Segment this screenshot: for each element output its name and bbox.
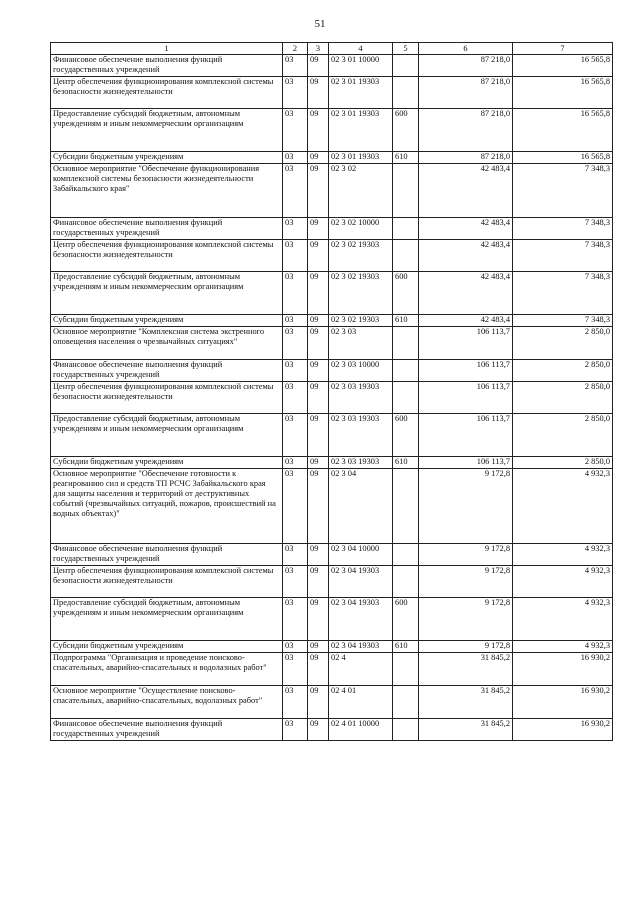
table-row (51, 566, 613, 598)
row-target-article-cell: 02 3 01 19303 (329, 77, 393, 109)
row-amount-cell: 106 113,7 (419, 360, 513, 382)
row-subsection-cell: 09 (308, 152, 329, 164)
row-target-article-cell: 02 3 01 19303 (329, 152, 393, 164)
row-section-cell: 03 (283, 641, 308, 653)
table-row (51, 240, 613, 272)
row-expense-type-cell (393, 719, 419, 741)
row-section-cell: 03 (283, 77, 308, 109)
row-amount-cell: 7 348,3 (513, 240, 613, 272)
row-name-cell: Центр обеспечения функционирования комплексной системы безопасности жизнедеятельности (51, 77, 283, 109)
row-section-cell: 03 (283, 360, 308, 382)
row-amount-cell: 2 850,0 (513, 414, 613, 457)
row-target-article-cell: 02 3 04 19303 (329, 598, 393, 641)
table-row (51, 152, 613, 164)
row-amount-cell: 7 348,3 (513, 164, 613, 218)
row-target-article-cell: 02 3 01 19303 (329, 109, 393, 152)
row-section-cell: 03 (283, 544, 308, 566)
row-section-cell: 03 (283, 164, 308, 218)
row-expense-type-cell: 600 (393, 598, 419, 641)
row-amount-cell: 2 850,0 (513, 360, 613, 382)
row-amount-cell: 87 218,0 (419, 55, 513, 77)
row-name-cell: Финансовое обеспечение выполнения функций государственных учреждений (51, 544, 283, 566)
row-name-cell: Основное мероприятие "Обеспечение функционирования комплексной системы безопасности жизнедеятельности Забайкальского края" (51, 164, 283, 218)
row-name-cell: Субсидии бюджетным учреждениям (51, 315, 283, 327)
table-row (51, 272, 613, 315)
row-section-cell: 03 (283, 109, 308, 152)
row-expense-type-cell (393, 327, 419, 360)
column-header-2: 2 (283, 43, 308, 55)
budget-table (50, 42, 613, 741)
row-subsection-cell: 09 (308, 272, 329, 315)
row-section-cell: 03 (283, 686, 308, 719)
table-row (51, 55, 613, 77)
row-amount-cell: 87 218,0 (419, 152, 513, 164)
row-subsection-cell: 09 (308, 240, 329, 272)
row-expense-type-cell (393, 653, 419, 686)
row-target-article-cell: 02 3 02 19303 (329, 272, 393, 315)
row-name-cell: Центр обеспечения функционирования комплексной системы безопасности жизнедеятельности (51, 382, 283, 414)
row-section-cell: 03 (283, 55, 308, 77)
row-name-cell: Субсидии бюджетным учреждениям (51, 457, 283, 469)
table-row (51, 77, 613, 109)
row-section-cell: 03 (283, 327, 308, 360)
row-subsection-cell: 09 (308, 414, 329, 457)
row-target-article-cell: 02 3 03 10000 (329, 360, 393, 382)
row-amount-cell: 87 218,0 (419, 109, 513, 152)
table-row (51, 382, 613, 414)
row-target-article-cell: 02 4 (329, 653, 393, 686)
row-expense-type-cell (393, 240, 419, 272)
row-amount-cell: 42 483,4 (419, 315, 513, 327)
row-amount-cell: 9 172,8 (419, 469, 513, 544)
row-amount-cell: 31 845,2 (419, 653, 513, 686)
row-target-article-cell: 02 3 04 19303 (329, 641, 393, 653)
row-amount-cell: 7 348,3 (513, 272, 613, 315)
row-target-article-cell: 02 3 02 19303 (329, 315, 393, 327)
row-amount-cell: 16 930,2 (513, 686, 613, 719)
row-target-article-cell: 02 4 01 (329, 686, 393, 719)
row-amount-cell: 42 483,4 (419, 164, 513, 218)
row-section-cell: 03 (283, 598, 308, 641)
table-body (51, 55, 613, 741)
row-name-cell: Предоставление субсидий бюджетным, автономным учреждениям и иным некоммерческим организациям (51, 272, 283, 315)
row-subsection-cell: 09 (308, 686, 329, 719)
row-name-cell: Предоставление субсидий бюджетным, автономным учреждениям и иным некоммерческим организациям (51, 598, 283, 641)
row-expense-type-cell: 610 (393, 152, 419, 164)
row-section-cell: 03 (283, 240, 308, 272)
row-amount-cell: 106 113,7 (419, 327, 513, 360)
row-target-article-cell: 02 3 02 19303 (329, 240, 393, 272)
row-name-cell: Подпрограмма "Организация и проведение поисково-спасательных, аварийно-спасательных и водолазных работ" (51, 653, 283, 686)
row-amount-cell: 42 483,4 (419, 240, 513, 272)
row-expense-type-cell (393, 77, 419, 109)
row-subsection-cell: 09 (308, 109, 329, 152)
table-row (51, 544, 613, 566)
row-target-article-cell: 02 3 04 19303 (329, 566, 393, 598)
row-name-cell: Субсидии бюджетным учреждениям (51, 152, 283, 164)
table-row (51, 327, 613, 360)
row-expense-type-cell (393, 360, 419, 382)
row-amount-cell: 16 565,8 (513, 77, 613, 109)
row-section-cell: 03 (283, 272, 308, 315)
row-amount-cell: 2 850,0 (513, 327, 613, 360)
column-header-6: 6 (419, 43, 513, 55)
row-subsection-cell: 09 (308, 77, 329, 109)
row-expense-type-cell (393, 469, 419, 544)
row-expense-type-cell (393, 566, 419, 598)
row-amount-cell: 2 850,0 (513, 382, 613, 414)
row-amount-cell: 16 565,8 (513, 55, 613, 77)
row-amount-cell: 2 850,0 (513, 457, 613, 469)
row-amount-cell: 106 113,7 (419, 382, 513, 414)
row-amount-cell: 106 113,7 (419, 414, 513, 457)
row-name-cell: Финансовое обеспечение выполнения функций государственных учреждений (51, 218, 283, 240)
row-amount-cell: 9 172,8 (419, 566, 513, 598)
row-target-article-cell: 02 3 04 10000 (329, 544, 393, 566)
row-target-article-cell: 02 3 03 (329, 327, 393, 360)
row-target-article-cell: 02 3 02 (329, 164, 393, 218)
row-name-cell: Основное мероприятие "Осуществление поисково-спасательных, аварийно-спасательных, водолазных работ" (51, 686, 283, 719)
row-subsection-cell: 09 (308, 544, 329, 566)
row-subsection-cell: 09 (308, 457, 329, 469)
row-name-cell: Центр обеспечения функционирования комплексной системы безопасности жизнедеятельности (51, 566, 283, 598)
table-row (51, 360, 613, 382)
row-amount-cell: 42 483,4 (419, 272, 513, 315)
row-expense-type-cell (393, 218, 419, 240)
table-row (51, 719, 613, 741)
page-number: 51 (314, 18, 326, 30)
row-subsection-cell: 09 (308, 55, 329, 77)
table-row (51, 457, 613, 469)
row-amount-cell: 9 172,8 (419, 598, 513, 641)
table-row (51, 109, 613, 152)
row-section-cell: 03 (283, 218, 308, 240)
row-section-cell: 03 (283, 469, 308, 544)
row-section-cell: 03 (283, 152, 308, 164)
row-amount-cell: 16 565,8 (513, 109, 613, 152)
table-row (51, 686, 613, 719)
row-subsection-cell: 09 (308, 598, 329, 641)
row-amount-cell: 4 932,3 (513, 641, 613, 653)
table-row (51, 641, 613, 653)
row-amount-cell: 16 565,8 (513, 152, 613, 164)
row-amount-cell: 87 218,0 (419, 77, 513, 109)
row-amount-cell: 31 845,2 (419, 719, 513, 741)
table-row (51, 653, 613, 686)
row-amount-cell: 9 172,8 (419, 544, 513, 566)
row-name-cell: Основное мероприятие "Комплексная система экстренного оповещения населения о чрезвычайных ситуациях" (51, 327, 283, 360)
row-subsection-cell: 09 (308, 382, 329, 414)
header-row (51, 43, 613, 55)
row-subsection-cell: 09 (308, 641, 329, 653)
column-header-3: 3 (308, 43, 329, 55)
table-row (51, 414, 613, 457)
row-target-article-cell: 02 3 04 (329, 469, 393, 544)
column-header-5: 5 (393, 43, 419, 55)
column-header-1: 1 (51, 43, 283, 55)
row-expense-type-cell (393, 55, 419, 77)
row-name-cell: Основное мероприятие "Обеспечение готовности к реагированию сил и средств ТП РСЧС Забайкальского края для защиты населения и территорий от деструктивных событий (чрезвычайных ситуаций, пожаров, происшествий на водных объектах)" (51, 469, 283, 544)
row-subsection-cell: 09 (308, 315, 329, 327)
row-expense-type-cell (393, 382, 419, 414)
row-target-article-cell: 02 3 01 10000 (329, 55, 393, 77)
table-row (51, 469, 613, 544)
row-subsection-cell: 09 (308, 327, 329, 360)
row-name-cell: Финансовое обеспечение выполнения функций государственных учреждений (51, 360, 283, 382)
row-subsection-cell: 09 (308, 719, 329, 741)
row-expense-type-cell: 610 (393, 315, 419, 327)
row-amount-cell: 4 932,3 (513, 566, 613, 598)
row-section-cell: 03 (283, 457, 308, 469)
row-section-cell: 03 (283, 653, 308, 686)
row-amount-cell: 4 932,3 (513, 598, 613, 641)
row-name-cell: Центр обеспечения функционирования комплексной системы безопасности жизнедеятельности (51, 240, 283, 272)
row-target-article-cell: 02 3 03 19303 (329, 414, 393, 457)
row-name-cell: Предоставление субсидий бюджетным, автономным учреждениям и иным некоммерческим организациям (51, 414, 283, 457)
row-subsection-cell: 09 (308, 360, 329, 382)
table-row (51, 218, 613, 240)
row-subsection-cell: 09 (308, 164, 329, 218)
column-header-4: 4 (329, 43, 393, 55)
row-section-cell: 03 (283, 382, 308, 414)
row-amount-cell: 7 348,3 (513, 315, 613, 327)
row-amount-cell: 7 348,3 (513, 218, 613, 240)
row-name-cell: Субсидии бюджетным учреждениям (51, 641, 283, 653)
row-expense-type-cell: 610 (393, 641, 419, 653)
table-row (51, 315, 613, 327)
row-name-cell: Финансовое обеспечение выполнения функций государственных учреждений (51, 719, 283, 741)
row-subsection-cell: 09 (308, 566, 329, 598)
row-section-cell: 03 (283, 719, 308, 741)
row-amount-cell: 16 930,2 (513, 653, 613, 686)
row-subsection-cell: 09 (308, 653, 329, 686)
row-subsection-cell: 09 (308, 218, 329, 240)
row-expense-type-cell: 610 (393, 457, 419, 469)
row-name-cell: Предоставление субсидий бюджетным, автономным учреждениям и иным некоммерческим организациям (51, 109, 283, 152)
row-subsection-cell: 09 (308, 469, 329, 544)
table-row (51, 598, 613, 641)
row-amount-cell: 42 483,4 (419, 218, 513, 240)
row-amount-cell: 16 930,2 (513, 719, 613, 741)
row-target-article-cell: 02 3 03 19303 (329, 457, 393, 469)
row-expense-type-cell: 600 (393, 272, 419, 315)
row-target-article-cell: 02 3 02 10000 (329, 218, 393, 240)
table-row (51, 164, 613, 218)
row-section-cell: 03 (283, 315, 308, 327)
row-amount-cell: 4 932,3 (513, 544, 613, 566)
column-header-7: 7 (513, 43, 613, 55)
row-expense-type-cell (393, 164, 419, 218)
row-target-article-cell: 02 4 01 10000 (329, 719, 393, 741)
row-expense-type-cell: 600 (393, 109, 419, 152)
row-section-cell: 03 (283, 566, 308, 598)
row-amount-cell: 106 113,7 (419, 457, 513, 469)
row-amount-cell: 9 172,8 (419, 641, 513, 653)
row-expense-type-cell: 600 (393, 414, 419, 457)
row-expense-type-cell (393, 544, 419, 566)
row-section-cell: 03 (283, 414, 308, 457)
row-amount-cell: 31 845,2 (419, 686, 513, 719)
row-name-cell: Финансовое обеспечение выполнения функций государственных учреждений (51, 55, 283, 77)
row-expense-type-cell (393, 686, 419, 719)
row-amount-cell: 4 932,3 (513, 469, 613, 544)
row-target-article-cell: 02 3 03 19303 (329, 382, 393, 414)
